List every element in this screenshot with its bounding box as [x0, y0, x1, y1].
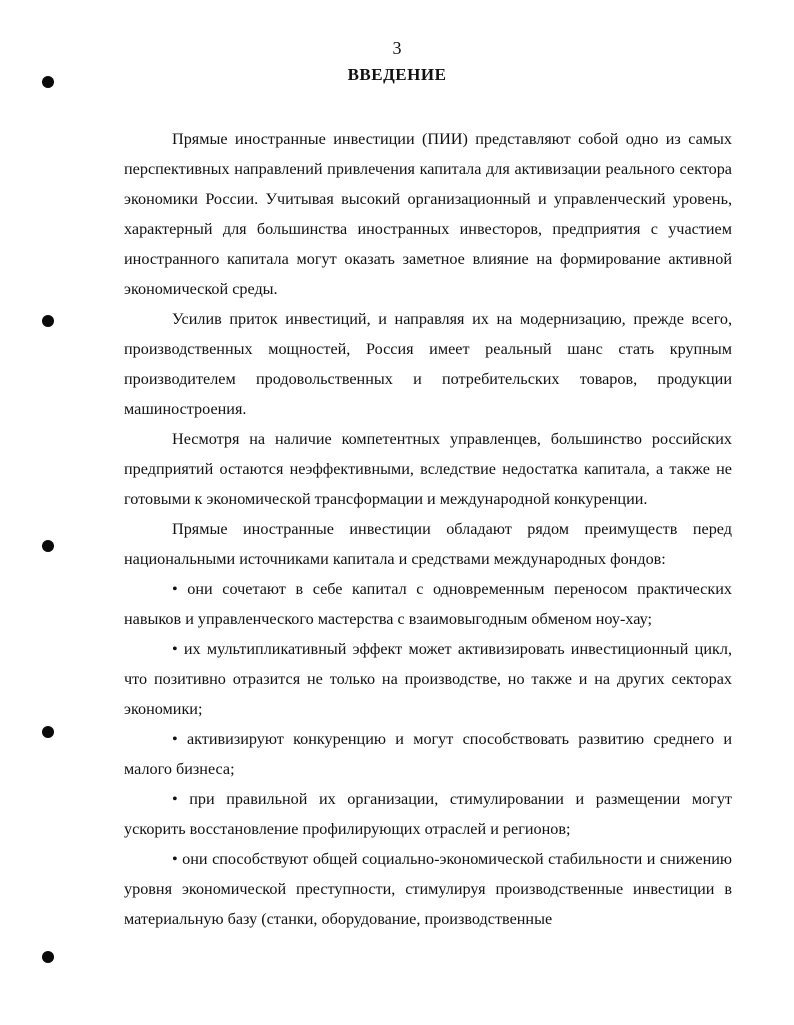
bullet-item: • при правильной их организации, стимулировании и размещении могут ускорить восстановление профилирующих отраслей и регионов;	[124, 790, 732, 838]
page-number: 3	[392, 38, 402, 58]
binder-hole-marker	[42, 315, 54, 327]
binder-hole-marker	[42, 951, 54, 963]
section-title: ВВЕДЕНИЕ	[347, 65, 447, 84]
binder-hole-marker	[42, 540, 54, 552]
paragraph: Усилив приток инвестиций, и направляя их на модернизацию, прежде всего, производственных мощностей, Россия имеет реальный шанс стать крупным производителем продовольственных и потребительских товаров, продукции машиностроения.	[124, 310, 732, 418]
paragraph: Прямые иностранные инвестиции (ПИИ) представляют собой одно из самых перспективных направлений привлечения капитала для активизации реального сектора экономики России. Учитывая высокий организационный и управленческий уровень, характерный для большинства иностранных инвесторов, предприятия с участием иностранного капитала могут оказать заметное влияние на формирование активной экономической среды.	[124, 130, 732, 298]
bullet-item: • они сочетают в себе капитал с одновременным переносом практических навыков и управленческого мастерства с взаимовыгодным обменом ноу-хау;	[124, 580, 732, 628]
paragraph: Прямые иностранные инвестиции обладают рядом преимуществ перед национальными источниками капитала и средствами международных фондов:	[124, 520, 732, 568]
paragraph: Несмотря на наличие компетентных управленцев, большинство российских предприятий остаются неэффективными, вследствие недостатка капитала, а также не готовыми к экономической трансформации и международной конкуренции.	[124, 430, 732, 508]
bullet-item: • их мультипликативный эффект может активизировать инвестиционный цикл, что позитивно отразится не только на производстве, но также и на других секторах экономики;	[124, 640, 732, 718]
bullet-item: • активизируют конкуренцию и могут способствовать развитию среднего и малого бизнеса;	[124, 730, 732, 778]
bullet-item: • они способствуют общей социально-экономической стабильности и снижению уровня экономической преступности, стимулируя производственные инвестиции в материальную базу (станки, оборудование, производственные	[124, 850, 732, 928]
binder-hole-marker	[42, 726, 54, 738]
body-text	[124, 124, 732, 934]
